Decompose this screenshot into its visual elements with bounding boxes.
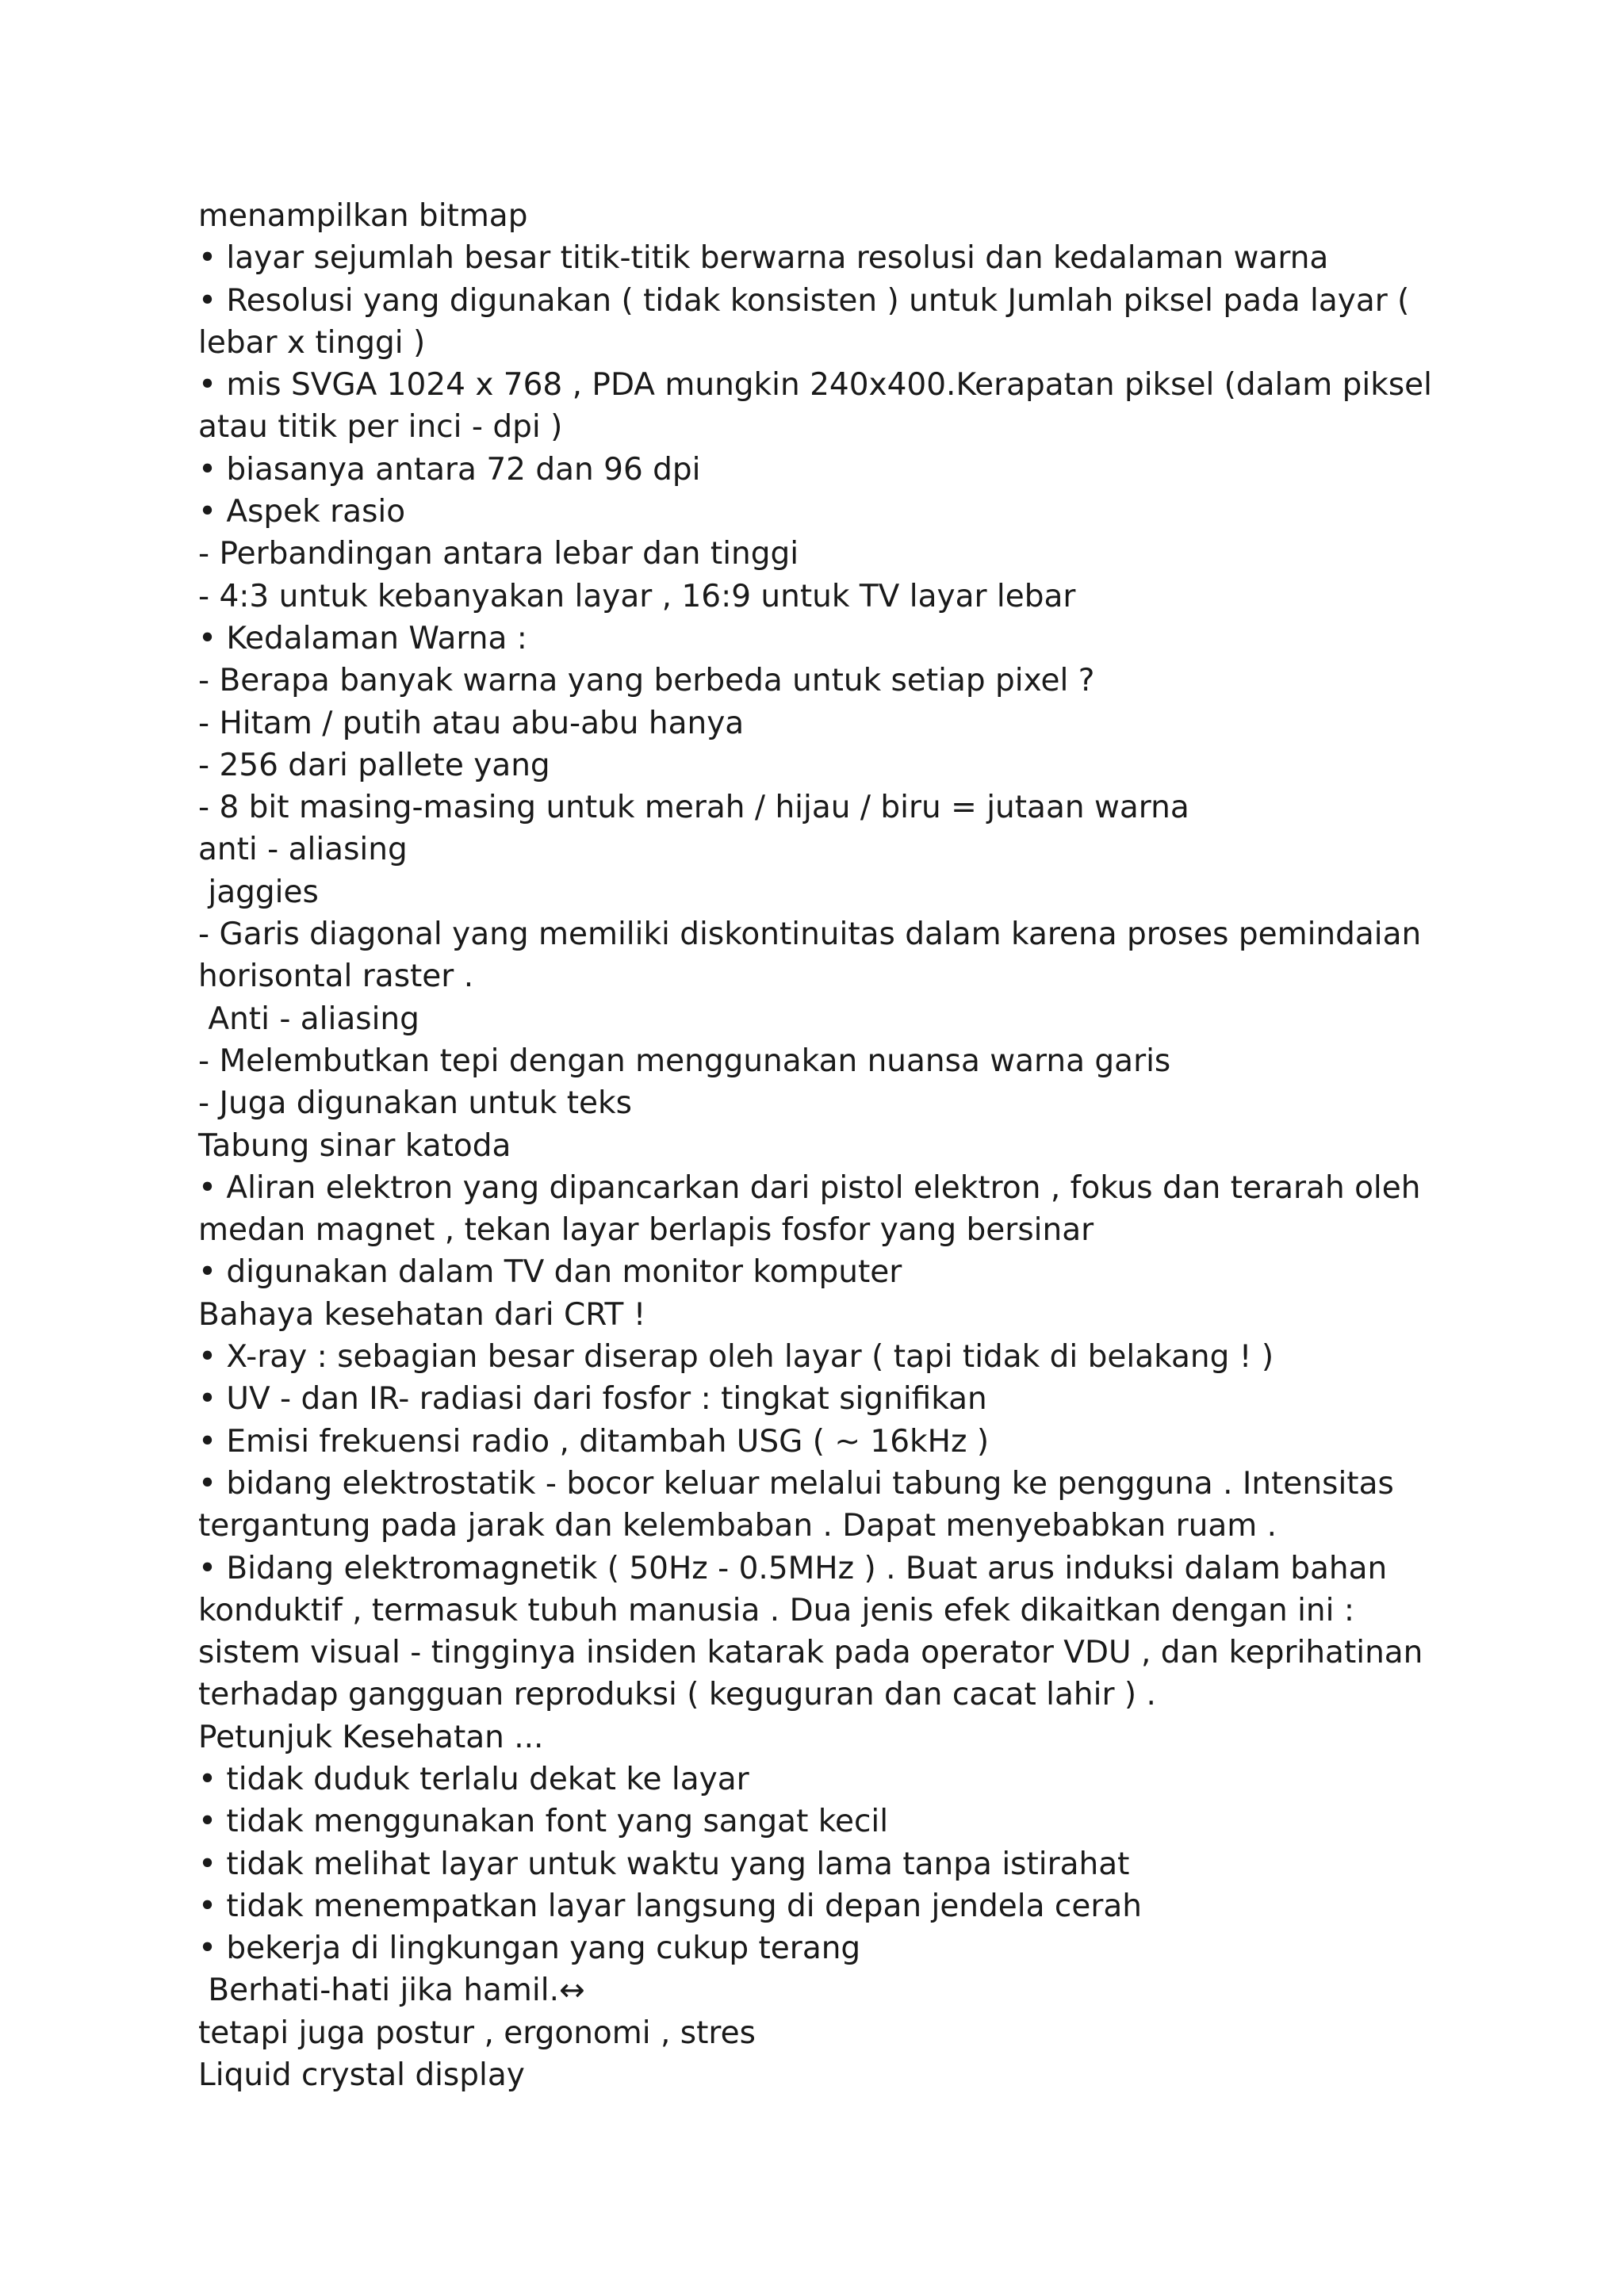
text-line: - Garis diagonal yang memiliki diskontinuitas dalam karena proses pemindaian [198,916,1422,953]
text-line: • X-ray : sebagian besar diserap oleh layar ( tapi tidak di belakang ! ) [198,1339,1274,1376]
text-line: • mis SVGA 1024 x 768 , PDA mungkin 240x400.Kerapatan piksel (dalam piksel [198,367,1433,404]
text-line: - 4:3 untuk kebanyakan layar , 16:9 untuk TV layar lebar [198,578,1076,614]
text-line: konduktif , termasuk tubuh manusia . Dua jenis efek dikaitkan dengan ini : [198,1592,1355,1628]
text-line: • tidak menempatkan layar langsung di depan jendela cerah [198,1888,1142,1924]
text-line: - Hitam / putih atau abu-abu hanya [198,705,745,741]
text-line: - 8 bit masing-masing untuk merah / hijau / biru = jutaan warna [198,790,1189,826]
text-line: • tidak duduk terlalu dekat ke layar [198,1761,749,1797]
text-line: sistem visual - tingginya insiden katarak pada operator VDU , dan keprihatinan [198,1635,1423,1671]
text-line: Bahaya kesehatan dari CRT ! [198,1296,646,1333]
text-line: terhadap gangguan reproduksi ( keguguran dan cacat lahir ) . [198,1677,1156,1713]
text-line: • biasanya antara 72 dan 96 dpi [198,451,701,488]
text-line: • bekerja di lingkungan yang cukup terang [198,1931,861,1967]
text-line: medan magnet , tekan layar berlapis fosfor yang bersinar [198,1212,1094,1249]
text-line: • tidak melihat layar untuk waktu yang lama tanpa istirahat [198,1846,1130,1882]
text-line: • Emisi frekuensi radio , ditambah USG ( ~ 16kHz ) [198,1423,990,1460]
text-line: • Resolusi yang digunakan ( tidak konsisten ) untuk Jumlah piksel pada layar ( [198,282,1410,319]
text-line: - Melembutkan tepi dengan menggunakan nuansa warna garis [198,1043,1171,1079]
text-line: Petunjuk Kesehatan ... [198,1719,544,1755]
text-line: anti - aliasing [198,832,408,868]
text-line: • UV - dan IR- radiasi dari fosfor : tingkat signifikan [198,1381,987,1418]
text-line: - 256 dari pallete yang [198,747,550,783]
text-line: • Kedalaman Warna : [198,620,527,656]
text-line: • Aliran elektron yang dipancarkan dari pistol elektron , fokus dan terarah oleh [198,1169,1421,1206]
text-line: menampilkan bitmap [198,198,528,234]
document-body [198,195,1467,2096]
text-line: lebar x tinggi ) [198,324,426,361]
text-line: jaggies [198,874,319,910]
text-line: - Juga digunakan untuk teks [198,1085,632,1122]
text-line: • layar sejumlah besar titik-titik berwarna resolusi dan kedalaman warna [198,240,1329,277]
text-line: atau titik per inci - dpi ) [198,409,563,446]
text-line: • digunakan dalam TV dan monitor komputer [198,1254,902,1291]
text-line: tergantung pada jarak dan kelembaban . Dapat menyebabkan ruam . [198,1508,1277,1544]
text-line: • bidang elektrostatik - bocor keluar melalui tabung ke pengguna . Intensitas [198,1465,1394,1502]
text-line: • Aspek rasio [198,494,406,530]
text-line: Liquid crystal display [198,2057,525,2094]
text-line: Anti - aliasing [198,1001,419,1037]
text-line: - Perbandingan antara lebar dan tinggi [198,536,799,572]
text-line: - Berapa banyak warna yang berbeda untuk setiap pixel ? [198,663,1095,699]
text-line: Berhati-hati jika hamil.↔ [198,1973,585,2009]
text-line: • Bidang elektromagnetik ( 50Hz - 0.5MHz ) . Buat arus induksi dalam bahan [198,1550,1388,1586]
text-line: Tabung sinar katoda [198,1127,511,1164]
text-line: • tidak menggunakan font yang sangat kecil [198,1804,889,1840]
text-line: horisontal raster . [198,959,474,995]
text-line: tetapi juga postur , ergonomi , stres [198,2015,756,2051]
